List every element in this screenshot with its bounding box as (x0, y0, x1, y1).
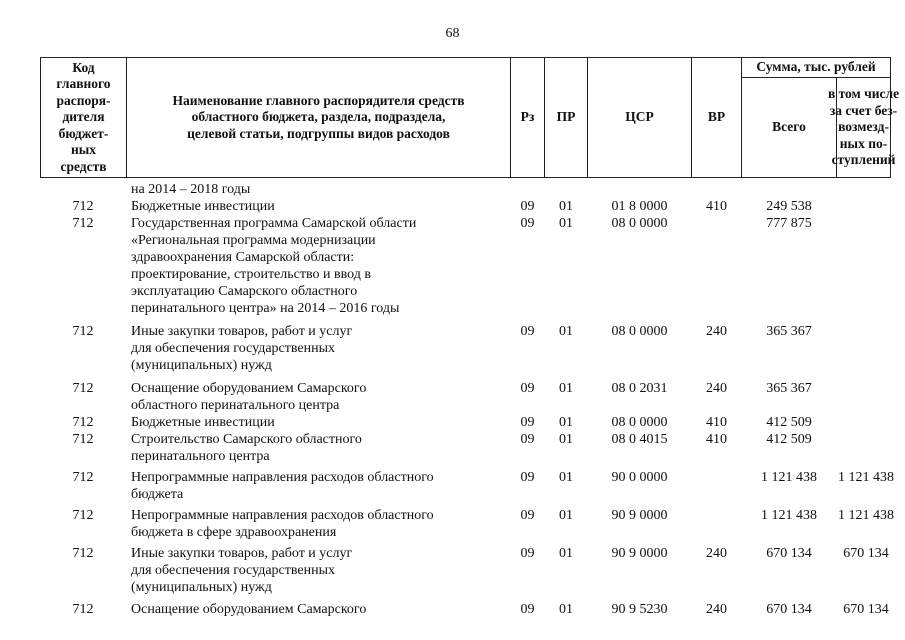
table-row (40, 215, 891, 317)
cell-all: 249 538 (766, 199, 812, 214)
text-line: Наименование главного распорядителя средств (172, 92, 465, 108)
cell-name (131, 469, 511, 503)
text-line: перинатального центра (131, 449, 270, 464)
text-line: главного (56, 76, 111, 92)
cell-name (131, 380, 511, 414)
cell-rz: 09 (520, 546, 535, 561)
cell-csr: 08 0 0000 (611, 324, 668, 339)
cell-pr: 01 (559, 415, 573, 430)
table-row (40, 431, 891, 465)
cell-name (131, 507, 511, 541)
table-header (40, 57, 900, 178)
cell-pr: 01 (559, 546, 573, 561)
cell-kod: 712 (72, 381, 94, 396)
text-line: возмезд- (838, 119, 889, 135)
page-number: 68 (445, 26, 460, 41)
table-row (40, 181, 891, 198)
text-line: Бюджетные инвестиции (131, 415, 275, 430)
cell-all: 365 367 (766, 324, 812, 339)
cell-csr: 90 0 0000 (611, 470, 668, 485)
table-body (40, 181, 894, 618)
cell-csr: 90 9 0000 (611, 508, 668, 523)
cell-csr: 08 0 4015 (611, 432, 668, 447)
cell-pr: 01 (559, 199, 573, 214)
cell-kod: 712 (72, 546, 94, 561)
text-line: в том числе (827, 86, 900, 102)
table-row (40, 323, 891, 374)
text-line: бюджет- (58, 125, 109, 141)
cell-rz: 09 (520, 216, 535, 231)
text-line: дителя (62, 109, 105, 125)
text-line: областного бюджета, раздела, подраздела, (191, 109, 446, 125)
text-line: Государственная программа Самарской области (131, 216, 417, 231)
text-line: (муниципальных) нужд (131, 580, 272, 595)
cell-csr: 08 0 2031 (611, 381, 668, 396)
text-line: Иные закупки товаров, работ и услуг (131, 324, 353, 339)
cell-rz: 09 (520, 470, 535, 485)
cell-kod: 712 (72, 415, 94, 430)
cell-rz: 09 (520, 602, 535, 617)
cell-vr: 240 (706, 602, 727, 617)
text-line: Оснащение оборудованием Самарского (131, 381, 367, 396)
text-line: Непрограммные направления расходов областного (131, 508, 434, 523)
cell-all: 412 509 (766, 432, 812, 447)
text-line: ных (70, 142, 97, 158)
text-line: перинатального центра» на 2014 – 2016 годы (131, 301, 400, 316)
cell-all: 670 134 (766, 546, 812, 561)
cell-pr: 01 (559, 470, 573, 485)
cell-pr: 01 (559, 508, 573, 523)
header-csr: ЦСР (587, 57, 692, 178)
cell-pr: 01 (559, 432, 573, 447)
cell-csr: 01 8 0000 (611, 199, 668, 214)
text-line: «Региональная программа модернизации (131, 233, 376, 248)
table-row (40, 601, 891, 618)
text-line: ступлений (831, 152, 896, 168)
cell-vr: 410 (706, 415, 727, 430)
table-row (40, 380, 891, 414)
cell-rz: 09 (520, 324, 535, 339)
table-row (40, 469, 894, 503)
cell-rz: 09 (520, 508, 535, 523)
cell-all: 412 509 (766, 415, 812, 430)
cell-kod: 712 (72, 432, 94, 447)
text-line: бюджета в сфере здравоохранения (131, 525, 337, 540)
cell-vr: 240 (706, 546, 727, 561)
cell-csr: 08 0 0000 (611, 216, 668, 231)
cell-kod: 712 (72, 470, 94, 485)
text-line: проектирование, строительство и ввод в (131, 267, 371, 282)
cell-csr: 90 9 5230 (611, 602, 668, 617)
header-incl-text (828, 86, 899, 169)
text-line: (муниципальных) нужд (131, 358, 272, 373)
text-line: на 2014 – 2018 годы (131, 182, 251, 197)
cell-incl: 670 134 (843, 602, 889, 617)
table-row (40, 198, 891, 215)
cell-all: 1 121 438 (761, 470, 817, 485)
cell-name (131, 601, 511, 618)
cell-csr: 08 0 0000 (611, 415, 668, 430)
header-rz: Рз (510, 57, 545, 178)
header-incl (827, 77, 900, 178)
header-all: Всего (741, 77, 837, 178)
text-line: средств (60, 158, 107, 174)
cell-incl: 1 121 438 (838, 470, 894, 485)
cell-kod: 712 (72, 602, 94, 617)
text-line: целевой статьи, подгруппы видов расходов (187, 125, 450, 141)
cell-kod: 712 (72, 508, 94, 523)
cell-pr: 01 (559, 381, 573, 396)
text-line: Непрограммные направления расходов областного (131, 470, 434, 485)
header-pr: ПР (544, 57, 588, 178)
header-kod-text (56, 60, 110, 176)
table-row (40, 414, 891, 431)
cell-kod: 712 (72, 199, 94, 214)
text-line: для обеспечения государственных (131, 341, 335, 356)
cell-all: 670 134 (766, 602, 812, 617)
cell-all: 777 875 (766, 216, 812, 231)
header-vr: ВР (691, 57, 742, 178)
cell-name (131, 181, 511, 198)
text-line: Код (72, 59, 95, 75)
header-sum: Сумма, тыс. рублей (741, 57, 891, 78)
cell-kod: 712 (72, 216, 94, 231)
cell-name (131, 215, 511, 317)
table-row (40, 545, 891, 596)
header-kod (40, 57, 127, 178)
cell-pr: 01 (559, 602, 573, 617)
cell-pr: 01 (559, 324, 573, 339)
text-line: Оснащение оборудованием Самарского (131, 602, 367, 617)
cell-rz: 09 (520, 415, 535, 430)
text-line: здравоохранения Самарской области: (131, 250, 355, 265)
text-line: для обеспечения государственных (131, 563, 335, 578)
cell-pr: 01 (559, 216, 573, 231)
cell-all: 365 367 (766, 381, 812, 396)
cell-incl: 670 134 (843, 546, 889, 561)
text-line: Строительство Самарского областного (131, 432, 362, 447)
cell-kod: 712 (72, 324, 94, 339)
text-line: бюджета (131, 487, 184, 502)
text-line: ных по- (839, 135, 888, 151)
text-line: распоря- (56, 92, 111, 108)
table-row (40, 507, 894, 541)
cell-all: 1 121 438 (761, 508, 817, 523)
text-line: за счет без- (829, 102, 898, 118)
cell-vr: 240 (706, 324, 727, 339)
cell-rz: 09 (520, 432, 535, 447)
cell-rz: 09 (520, 381, 535, 396)
text-line: областного перинатального центра (131, 398, 340, 413)
text-line: эксплуатацию Самарского областного (131, 284, 358, 299)
header-name (126, 57, 511, 178)
cell-incl: 1 121 438 (838, 508, 894, 523)
header-name-text (172, 93, 464, 143)
cell-name (131, 431, 511, 465)
cell-name (131, 414, 511, 431)
cell-name (131, 198, 511, 215)
cell-name (131, 545, 511, 596)
text-line: Бюджетные инвестиции (131, 199, 275, 214)
cell-vr: 240 (706, 381, 727, 396)
text-line: Иные закупки товаров, работ и услуг (131, 546, 353, 561)
cell-rz: 09 (520, 199, 535, 214)
cell-csr: 90 9 0000 (611, 546, 668, 561)
cell-name (131, 323, 511, 374)
cell-vr: 410 (706, 432, 727, 447)
cell-vr: 410 (706, 199, 727, 214)
